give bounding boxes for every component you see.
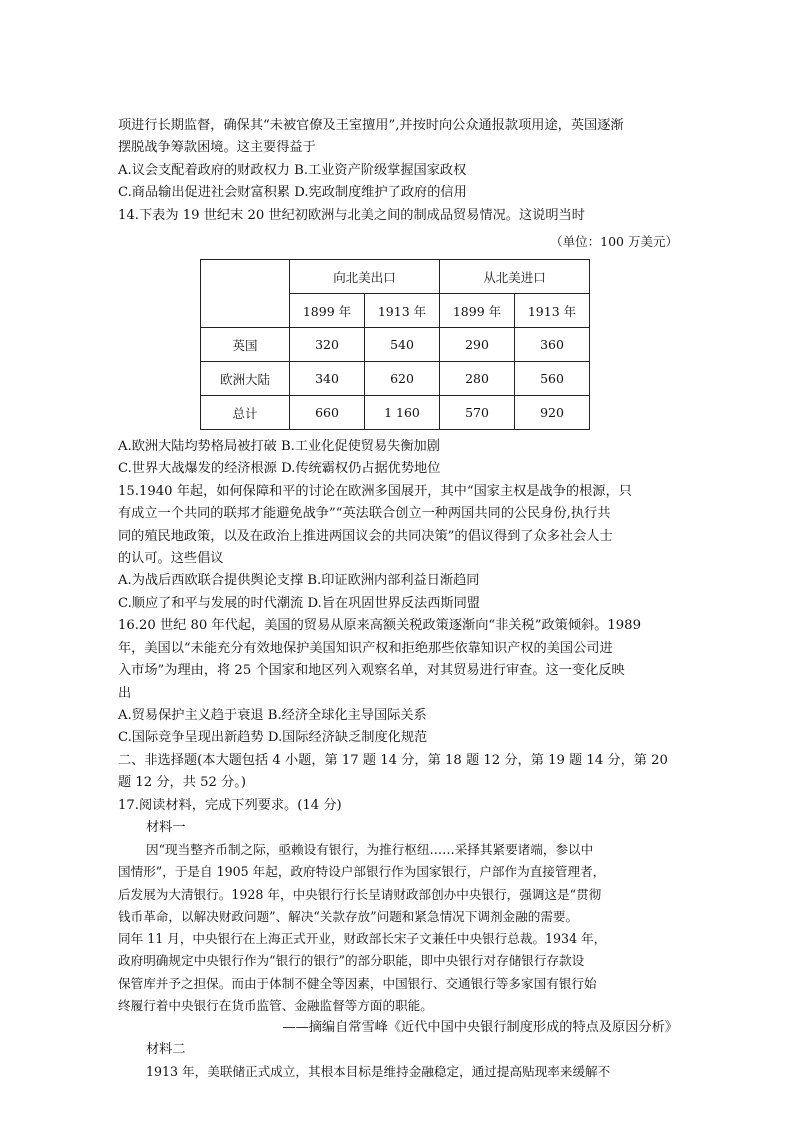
quote-line: 保管库并予之担保。而由于体制不健全等因素，中国银行、交通银行等多家国有银行始 xyxy=(118,975,597,991)
q13-options: C.商品输出促进社会财富积累 D.宪政制度维护了政府的信用 xyxy=(118,185,467,201)
material-quote xyxy=(118,839,678,1017)
q13-options: A.议会支配着政府的财政权力 B.工业资产阶级掌握国家政权 xyxy=(118,162,467,178)
q16-text-line: 出 xyxy=(118,685,132,701)
quote-line: 钱币革命，以解决财政问题”、解决“关款存放”问题和紧急情况下调剂金融的需要。 xyxy=(118,908,579,924)
table-cell: 280 xyxy=(440,362,515,396)
table-year-header: 1899 年 xyxy=(440,294,515,328)
q17-stem: 17.阅读材料，完成下列要求。(14 分) xyxy=(118,797,342,813)
q15-options: A.为战后西欧联合提供舆论支撑 B.印证欧洲内部利益日渐趋同 xyxy=(118,573,480,589)
table-row xyxy=(201,328,590,362)
material-source: ——摘编自常雪峰《近代中国中央银行制度形成的特点及原因分析》 xyxy=(282,1020,678,1036)
table-row-label: 英国 xyxy=(201,328,290,362)
q15-text-line: 15.1940 年起，如何保障和平的讨论在欧洲多国展开，其中“国家主权是战争的根源，只 xyxy=(118,483,632,499)
table-year-header: 1913 年 xyxy=(365,294,440,328)
table-year-header: 1899 年 xyxy=(290,294,365,328)
quote-line: 政府明确规定中央银行作为“银行的银行”的部分职能，即中央银行对存储银行存款设 xyxy=(118,953,585,969)
quote-line: 后发展为大清银行。1928 年，中央银行行长呈请财政部创办中央银行，强调这是“贯彻 xyxy=(118,886,602,902)
trade-table xyxy=(200,259,590,430)
table-cell: 660 xyxy=(290,396,365,430)
q14-stem: 14.下表为 19 世纪末 20 世纪初欧洲与北美之间的制成品贸易情况。这说明当时 xyxy=(118,207,585,223)
table-cell: 560 xyxy=(515,362,590,396)
table-cell: 620 xyxy=(365,362,440,396)
table-group-header: 从北美进口 xyxy=(440,260,590,294)
material-title: 材料一 xyxy=(146,819,186,835)
quote-line: 因“现当整齐币制之际，亟赖设有银行，为推行枢纽……采择其紧要诸端，参以中 xyxy=(146,841,594,857)
table-cell: 320 xyxy=(290,328,365,362)
table-row xyxy=(201,396,590,430)
q14-options: C.世界大战爆发的经济根源 D.传统霸权仍占据优势地位 xyxy=(118,461,441,477)
quote-line: 同年 11 月，中央银行在上海正式开业，财政部长宋子文兼任中央银行总裁。1934 年， xyxy=(118,931,607,947)
table-corner-cell xyxy=(201,260,290,328)
q15-text-line: 同的殖民地政策，以及在政治上推进两国议会的共同决策”的倡议得到了众多社会人士 xyxy=(118,528,613,544)
q16-options: A.贸易保护主义趋于衰退 B.经济全球化主导国际关系 xyxy=(118,707,427,723)
table-row-label: 总计 xyxy=(201,396,290,430)
quote-line: 终履行着中央银行在货币监管、金融监督等方面的职能。 xyxy=(118,998,433,1014)
table-cell: 360 xyxy=(515,328,590,362)
exam-page xyxy=(118,115,678,1083)
table-year-header: 1913 年 xyxy=(515,294,590,328)
q15-text-line: 有成立一个共同的联邦才能避免战争”“英法联合创立一种两国共同的公民身份,执行共 xyxy=(118,506,611,522)
table-cell: 570 xyxy=(440,396,515,430)
q13-text-line: 摆脱战争筹款困境。这主要得益于 xyxy=(118,140,316,156)
table-cell: 920 xyxy=(515,396,590,430)
table-cell: 340 xyxy=(290,362,365,396)
material-title: 材料二 xyxy=(146,1042,186,1058)
q16-text-line: 年，美国以“未能充分有效地保护美国知识产权和拒绝那些依靠知识产权的美国公司进 xyxy=(118,640,613,656)
q13-text-line: 项进行长期监督，确保其“未被官僚及王室擅用”,并按时向公众通报款项用途，英国逐渐 xyxy=(118,118,624,133)
table-cell: 540 xyxy=(365,328,440,362)
section-heading: 题 12 分，共 52 分。) xyxy=(118,775,246,791)
table-row-label: 欧洲大陆 xyxy=(201,362,290,396)
q14-options: A.欧洲大陆均势格局被打破 B.工业化促使贸易失衡加剧 xyxy=(118,439,440,455)
table-cell: 290 xyxy=(440,328,515,362)
q14-table-unit: （单位：100 万美元） xyxy=(550,234,678,250)
q16-text-line: 16.20 世纪 80 年代起，美国的贸易从原来高额关税政策逐渐向“非关税”政策倾斜。1989 xyxy=(118,618,641,634)
quote-line: 国情形”，于是自 1905 年起，政府特设户部银行作为国家银行，户部作为直接管理者， xyxy=(118,864,606,880)
table-cell: 1 160 xyxy=(365,396,440,430)
table-row xyxy=(201,362,590,396)
q16-options: C.国际竞争呈现出新趋势 D.国际经济缺乏制度化规范 xyxy=(118,730,428,746)
q15-options: C.顺应了和平与发展的时代潮流 D.旨在巩固世界反法西斯同盟 xyxy=(118,595,480,611)
section-heading: 二、非选择题(本大题包括 4 小题，第 17 题 14 分，第 18 题 12 分，第 19 题 14 分，第 20 xyxy=(118,752,668,768)
q16-text-line: 入市场”为理由，将 25 个国家和地区列入观察名单，对其贸易进行审查。这一变化反映 xyxy=(118,663,625,679)
table-group-header: 向北美出口 xyxy=(290,260,440,294)
q15-text-line: 的认可。这些倡议 xyxy=(118,551,224,567)
quote-line: 1913 年，美联储正式成立，其根本目标是维持金融稳定，通过提高贴现率来缓解不 xyxy=(146,1064,611,1080)
